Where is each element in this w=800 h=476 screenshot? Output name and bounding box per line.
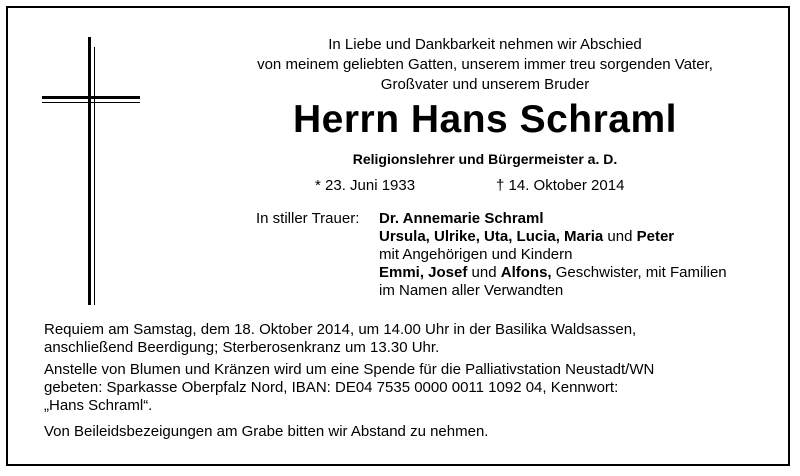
deceased-title: Religionslehrer und Bürgermeister a. D. [352, 151, 618, 167]
requiem-notice: Requiem am Samstag, dem 18. Oktober 2014, um 14.00 Uhr in der Basilika Waldsassen, anschließend Beerdigung; Sterberosenkranz um 13.30 Uhr. [44, 321, 637, 356]
mourners-list [379, 210, 727, 300]
mourner-line: Dr. Annemarie Schraml [379, 210, 544, 227]
mourner-line: Ursula, Ulrike, Uta, Lucia, Maria und Peter [379, 228, 675, 245]
mourner-line: mit Angehörigen und Kindern [379, 246, 573, 263]
donation-notice: Anstelle von Blumen und Kränzen wird um eine Spende für die Palliativstation Neustadt/WN gebeten: Sparkasse Oberpfalz Nord, IBAN: DE04 7535 0000 0011 1092 04, Kennwort: „Hans Schraml“. [44, 361, 655, 414]
intro-text [210, 35, 760, 95]
intro-line: In Liebe und Dankbarkeit nehmen wir Abschied [328, 36, 642, 53]
intro-line: Großvater und unserem Bruder [380, 76, 590, 93]
condolence-notice: Von Beileidsbezeigungen am Grabe bitten wir Abstand zu nehmen. [44, 423, 489, 440]
mourners-label: In stiller Trauer: [256, 210, 360, 227]
death-date: † 14. Oktober 2014 [496, 177, 625, 194]
mourner-line: im Namen aller Verwandten [379, 282, 564, 299]
deceased-name: Herrn Hans Schraml [293, 98, 677, 141]
mourner-line: Emmi, Josef und Alfons, Geschwister, mit Familien [379, 264, 727, 281]
birth-date: * 23. Juni 1933 [315, 177, 416, 194]
intro-line: von meinem geliebten Gatten, unserem immer treu sorgenden Vater, [257, 56, 713, 73]
